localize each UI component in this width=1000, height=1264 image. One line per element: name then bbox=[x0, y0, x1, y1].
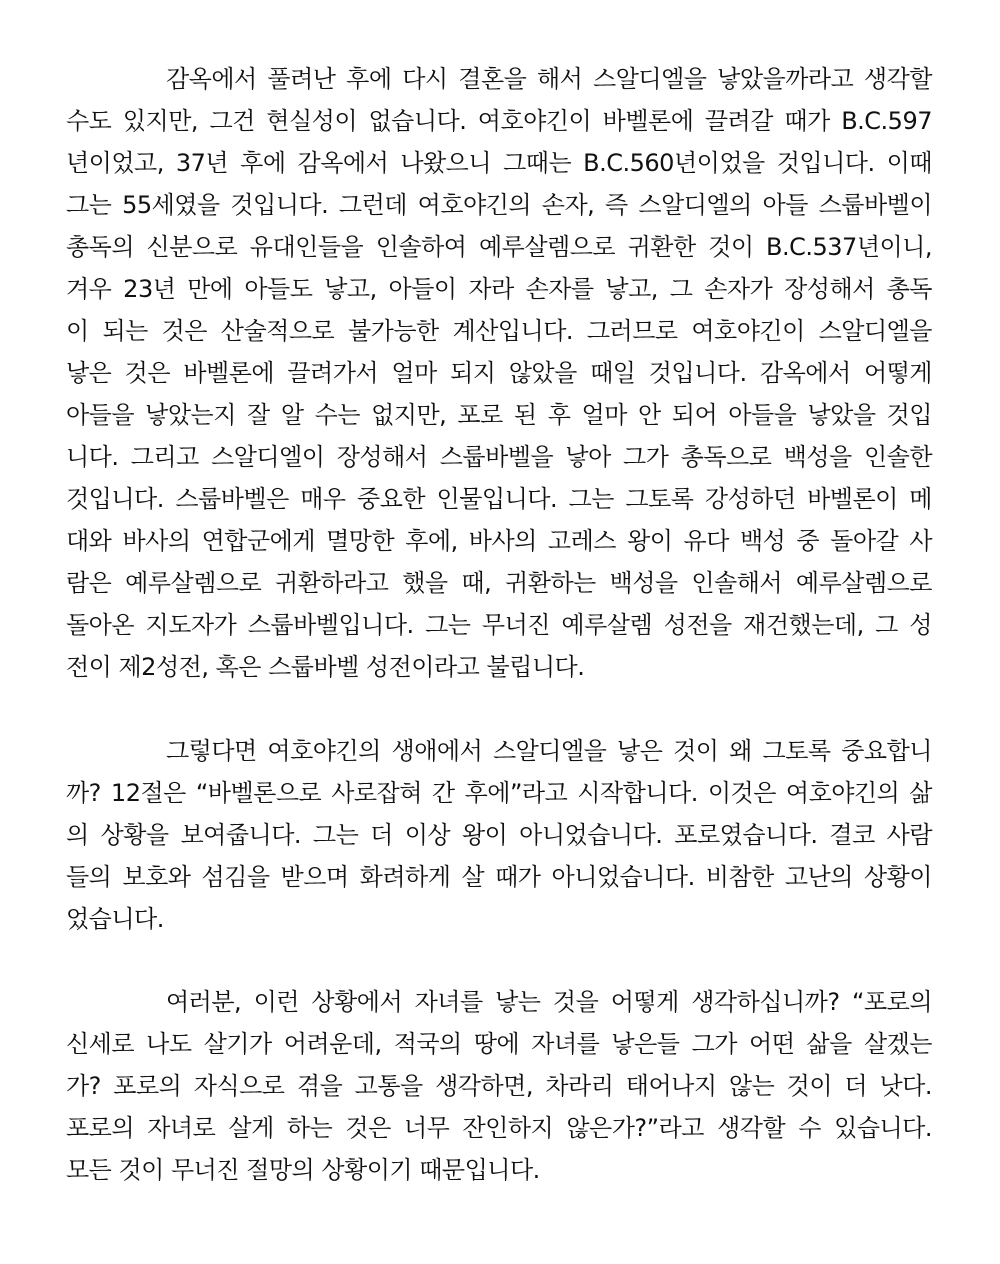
text-line: 것입니다. 스룹바벨은 매우 중요한 인물입니다. 그는 그토록 강성하던 바벨론이 메 bbox=[66, 485, 932, 513]
text-line: 돌아온 지도자가 스룹바벨입니다. 그는 무너진 예루살렘 성전을 재건했는데, 그 성 bbox=[66, 611, 932, 639]
text-line: 모든 것이 무너진 절망의 상황이기 때문입니다. bbox=[66, 1156, 540, 1184]
text-line: 이 되는 것은 산술적으로 불가능한 계산입니다. 그러므로 여호야긴이 스알디엘을 bbox=[66, 317, 932, 345]
text-line: 가? 포로의 자식으로 겪을 고통을 생각하면, 차라리 태어나지 않는 것이 더 낫다. bbox=[66, 1072, 932, 1100]
text-line: 그렇다면 여호야긴의 생애에서 스알디엘을 낳은 것이 왜 그토록 중요합니 bbox=[166, 737, 932, 765]
text-line: 그는 55세였을 것입니다. 그런데 여호야긴의 손자, 즉 스알디엘의 아들 스룹바벨이 bbox=[66, 191, 932, 219]
text-line: 까? 12절은 “바벨론으로 사로잡혀 간 후에”라고 시작합니다. 이것은 여호야긴의 삶 bbox=[66, 779, 932, 807]
text-line: 들의 보호와 섬김을 받으며 화려하게 살 때가 아니었습니다. 비참한 고난의 상황이 bbox=[66, 863, 932, 891]
text-line: 람은 예루살렘으로 귀환하라고 했을 때, 귀환하는 백성을 인솔해서 예루살렘으로 bbox=[66, 569, 932, 597]
paragraph-3 bbox=[66, 981, 932, 1191]
text-line: 겨우 23년 만에 아들도 낳고, 아들이 자라 손자를 낳고, 그 손자가 장성해서 총독 bbox=[66, 275, 932, 303]
text-line: 낳은 것은 바벨론에 끌려가서 얼마 되지 않았을 때일 것입니다. 감옥에서 어떻게 bbox=[66, 359, 932, 387]
text-line: 니다. 그리고 스알디엘이 장성해서 스룹바벨을 낳아 그가 총독으로 백성을 인솔한 bbox=[66, 443, 932, 471]
text-line: 년이었고, 37년 후에 감옥에서 나왔으니 그때는 B.C.560년이었을 것입니다. 이때 bbox=[66, 149, 932, 177]
text-line: 포로의 자녀로 살게 하는 것은 너무 잔인하지 않은가?”라고 생각할 수 있습니다. bbox=[66, 1114, 932, 1142]
text-line: 신세로 나도 살기가 어려운데, 적국의 땅에 자녀를 낳은들 그가 어떤 삶을 살겠는 bbox=[66, 1030, 932, 1058]
text-line: 대와 바사의 연합군에게 멸망한 후에, 바사의 고레스 왕이 유다 백성 중 돌아갈 사 bbox=[66, 527, 932, 555]
text-line: 총독의 신분으로 유대인들을 인솔하여 예루살렘으로 귀환한 것이 B.C.537년이니, bbox=[66, 233, 932, 261]
text-line: 의 상황을 보여줍니다. 그는 더 이상 왕이 아니었습니다. 포로였습니다. 결코 사람 bbox=[66, 821, 932, 849]
text-line: 여러분, 이런 상황에서 자녀를 낳는 것을 어떻게 생각하십니까? “포로의 bbox=[166, 988, 932, 1016]
text-line: 수도 있지만, 그건 현실성이 없습니다. 여호야긴이 바벨론에 끌려갈 때가 B.C.597 bbox=[66, 107, 932, 135]
text-line: 었습니다. bbox=[66, 905, 164, 933]
text-line: 감옥에서 풀려난 후에 다시 결혼을 해서 스알디엘을 낳았을까라고 생각할 bbox=[166, 65, 932, 93]
text-line: 전이 제2성전, 혹은 스룹바벨 성전이라고 불립니다. bbox=[66, 653, 585, 681]
text-line: 아들을 낳았는지 잘 알 수는 없지만, 포로 된 후 얼마 안 되어 아들을 낳았을 것입 bbox=[66, 401, 932, 429]
paragraph-1 bbox=[66, 58, 932, 688]
paragraph-2 bbox=[66, 730, 932, 940]
